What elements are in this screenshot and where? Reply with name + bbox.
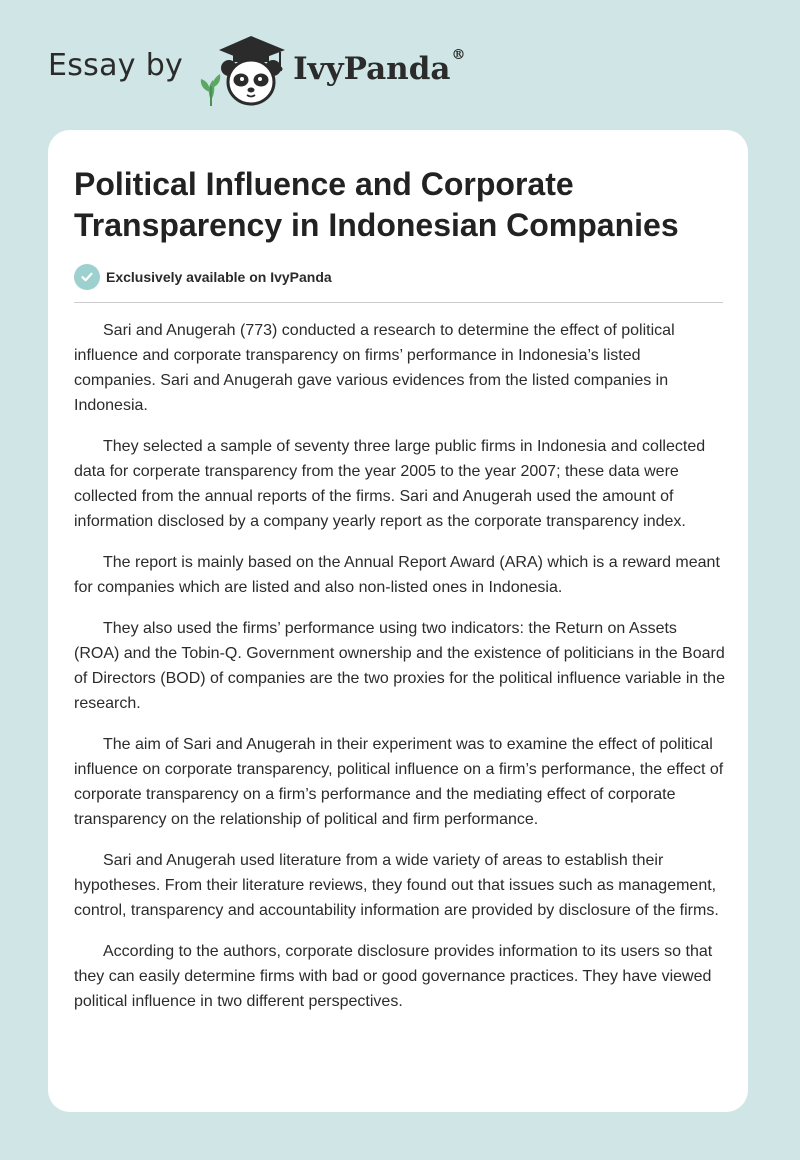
paragraph: Sari and Anugerah used literature from a wide variety of areas to establish their hypotheses. From their literature reviews, they found out that issues such as management, control, transparency and accountability information are provided by disclosure of the firms. <box>74 852 719 919</box>
paragraph: They also used the firms’ performance using two indicators: the Return on Assets (ROA) and the Tobin-Q. Government ownership and the existence of politicians in the Board of Directors (BOD) of companies are the two proxies for the political influence variable in the research. <box>74 620 725 712</box>
page-title: Political Influence and Corporate Transparency in Indonesian Companies <box>74 166 679 243</box>
essay-card <box>48 130 748 1112</box>
exclusive-badge <box>74 264 332 290</box>
divider <box>74 302 723 303</box>
registered-mark: ® <box>451 47 466 63</box>
paragraph: The report is mainly based on the Annual Report Award (ARA) which is a reward meant for companies which are listed and also non-listed ones in Indonesia. <box>74 554 720 596</box>
paragraph: According to the authors, corporate disclosure provides information to its users so that they can easily determine firms with bad or good governance practices. They have viewed political influence in two different perspectives. <box>74 943 713 1010</box>
brand-text[interactable]: IvyPanda <box>293 51 451 87</box>
brand-name[interactable] <box>293 47 466 87</box>
essay-body <box>74 318 726 1030</box>
paragraph: They selected a sample of seventy three large public firms in Indonesia and collected data for corperate transparency from the year 2005 to the year 2007; these data were collected from the annual reports of the firms. Sari and Anugerah used the amount of information disclosed by a company yearly report as the corporate transparency index. <box>74 438 706 530</box>
essay-by-label: Essay by <box>48 47 184 83</box>
site-header <box>48 30 466 110</box>
check-icon <box>74 264 100 290</box>
panda-graduate-icon[interactable] <box>197 30 289 110</box>
exclusive-badge-label: Exclusively available on IvyPanda <box>106 269 332 285</box>
paragraph: The aim of Sari and Anugerah in their experiment was to examine the effect of political influence on corporate transparency, political influence on a firm’s performance, the effect of corporate transparency on a firm’s performance and the mediating effect of corporate transparency on the relationship of political and firm performance. <box>74 736 724 828</box>
paragraph: Sari and Anugerah (773) conducted a research to determine the effect of political influence and corporate transparency on firms’ performance in Indonesia’s listed companies. Sari and Anugerah gave various evidences from the listed companies in Indonesia. <box>74 322 675 414</box>
leaf-sprig <box>201 74 220 106</box>
